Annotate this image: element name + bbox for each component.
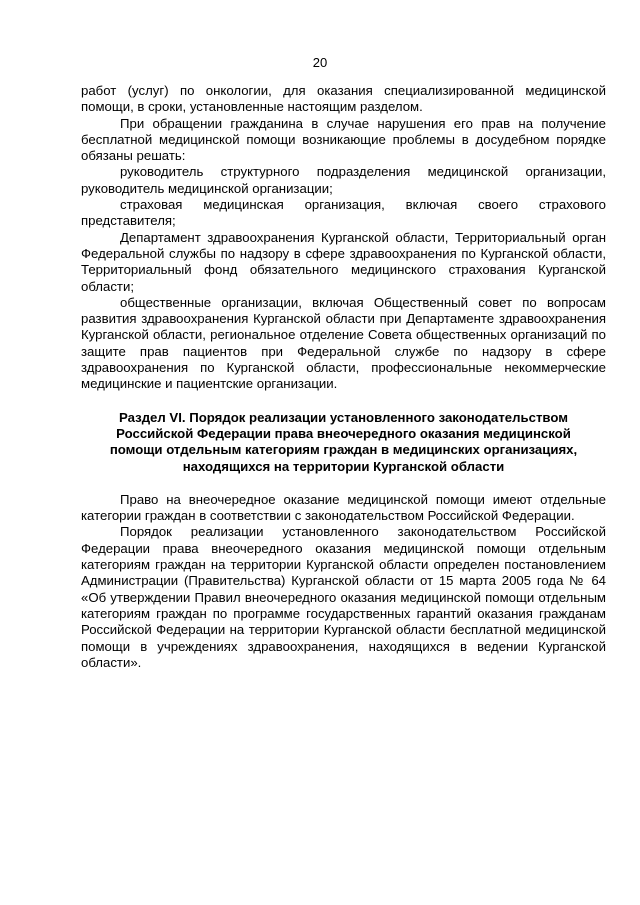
paragraph-list-item-insurer: страховая медицинская организация, включая своего страхового представителя; <box>81 197 606 229</box>
paragraph-list-item-department: Департамент здравоохранения Курганской области, Территориальный орган Федеральной службы по надзору в сфере здравоохранения по Курганской области, Территориальный фонд обязательного медицинского страхования Курганской области; <box>81 229 606 294</box>
paragraph-right-to-priority: Право на внеочередное оказание медицинской помощи имеют отдельные категории граждан в соответствии с законодательством Российской Федерации. <box>81 491 606 524</box>
document-body <box>81 83 606 671</box>
paragraph-list-item-head: руководитель структурного подразделения медицинской организации, руководитель медицинской организации; <box>81 164 606 196</box>
paragraph-list-item-public-orgs: общественные организации, включая Общественный совет по вопросам развития здравоохранения Курганской области при Департаменте здравоохранения Курганской области, региональное отделение Совета общественных организаций по защите прав пациентов при Федеральной службе по надзору в сфере здравоохранения по Курганской области, профессиональные некоммерческие медицинские и пациентские организации. <box>81 294 606 392</box>
paragraph-appeal-intro: При обращении гражданина в случае нарушения его прав на получение бесплатной медицинской помощи возникающие проблемы в досудебном порядке обязаны решать: <box>81 115 606 164</box>
section-heading: Раздел VI. Порядок реализации установленного законодательством Российской Федерации права внеочередного оказания медицинской помощи отдельным категориям граждан в медицинских организациях, находящихся на территории Курганской области <box>109 409 578 474</box>
paragraph-continuation: работ (услуг) по онкологии, для оказания специализированной медицинской помощи, в сроки, установленные настоящим разделом. <box>81 83 606 115</box>
page-number: 20 <box>312 55 328 70</box>
paragraph-priority-procedure: Порядок реализации установленного законодательством Российской Федерации права внеочередного оказания медицинской помощи отдельным категориям граждан на территории Курганской области определен постановлением Администрации (Правительства) Курганской области от 15 марта 2005 года № 64 «Об утверждении Правил внеочередного оказания медицинской помощи отдельным категориям граждан по программе государственных гарантий оказания гражданам Российской Федерации на территории Курганской области бесплатной медицинской помощи в учреждениях здравоохранения, находящихся в ведении Курганской области». <box>81 524 606 670</box>
